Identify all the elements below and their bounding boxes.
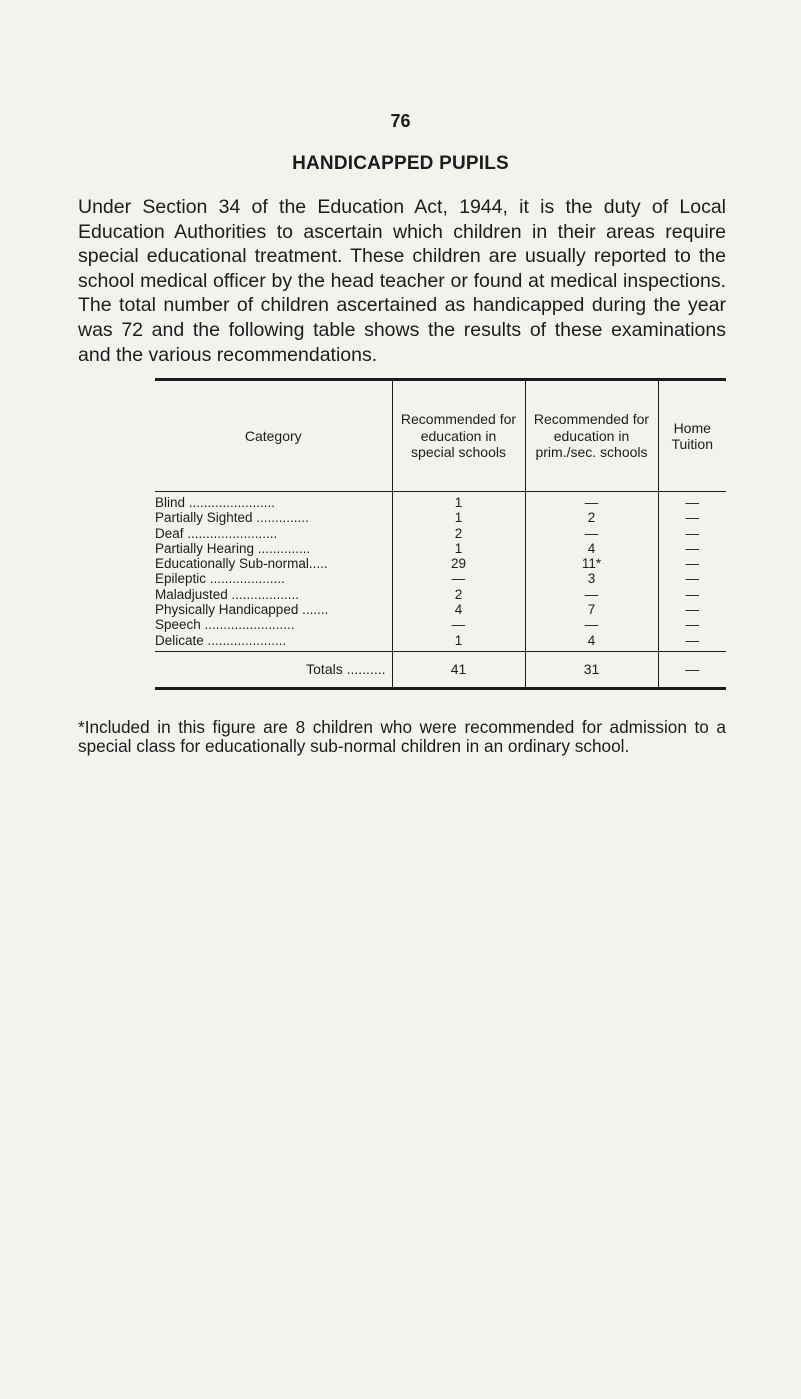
row-special: 4	[392, 602, 525, 617]
footnote: *Included in this figure are 8 children who were recommended for admission to a special class for educationally sub-normal children in an ordinary school.	[78, 717, 726, 757]
row-category: Epileptic ....................	[155, 571, 285, 587]
row-special: —	[392, 617, 525, 632]
row-category: Physically Handicapped .......	[155, 602, 329, 618]
totals-label: Totals ..........	[155, 651, 392, 688]
table-row	[155, 602, 726, 617]
header-home-tuition-text: Home Tuition	[671, 419, 713, 452]
row-prim: —	[525, 617, 658, 632]
row-home: —	[658, 571, 726, 586]
header-category: Category	[155, 380, 392, 492]
header-prim-sec-schools-text: Recommended for education in prim./sec. schools	[533, 411, 650, 461]
row-home: —	[658, 617, 726, 632]
totals-home: —	[658, 651, 726, 688]
totals-row	[155, 651, 726, 688]
header-prim-sec-schools	[525, 380, 658, 492]
header-special-schools	[392, 380, 525, 492]
row-prim: 11*	[525, 556, 658, 571]
table-row	[155, 526, 726, 541]
row-prim: —	[525, 587, 658, 602]
row-prim: —	[525, 526, 658, 541]
totals-prim: 31	[525, 651, 658, 688]
row-special: 2	[392, 526, 525, 541]
table-row	[155, 571, 726, 586]
row-category: Partially Sighted ..............	[155, 510, 309, 526]
row-prim: 3	[525, 571, 658, 586]
table-header-row	[155, 380, 726, 492]
row-special: —	[392, 571, 525, 586]
row-special: 1	[392, 492, 525, 511]
row-special: 29	[392, 556, 525, 571]
row-home: —	[658, 510, 726, 525]
page-number: 76	[390, 111, 411, 131]
table-row	[155, 587, 726, 602]
row-category: Blind .......................	[155, 495, 276, 510]
row-category: Deaf ........................	[155, 525, 278, 541]
page-title: HANDICAPPED PUPILS	[292, 153, 509, 174]
row-prim: 7	[525, 602, 658, 617]
table-row	[155, 556, 726, 571]
table-row	[155, 541, 726, 556]
table-row	[155, 617, 726, 632]
row-prim: —	[525, 492, 658, 511]
intro-paragraph: Under Section 34 of the Education Act, 1944, it is the duty of Local Education Authorities to ascertain which children in their areas require special educational treatment. These children are usually reported to the school medical officer by the head teacher or found at medical inspections. The total number of children ascertained as handicapped during the year was 72 and the following table shows the results of these examinations and the various recommendations.	[78, 196, 726, 366]
row-home: —	[658, 492, 726, 511]
row-prim: 2	[525, 510, 658, 525]
row-special: 2	[392, 587, 525, 602]
row-home: —	[658, 556, 726, 571]
row-category: Partially Hearing ..............	[155, 540, 311, 556]
row-category: Maladjusted ..................	[155, 586, 300, 602]
row-category: Delicate .....................	[155, 632, 287, 648]
header-special-schools-text: Recommended for education in special schools	[400, 411, 517, 461]
table-body	[155, 492, 726, 652]
row-prim: 4	[525, 633, 658, 652]
row-home: —	[658, 526, 726, 541]
table-row	[155, 492, 726, 511]
row-prim: 4	[525, 541, 658, 556]
row-category: Educationally Sub-normal.....	[155, 556, 328, 572]
header-home-tuition	[658, 380, 726, 492]
table-row	[155, 633, 726, 652]
handicapped-pupils-table	[155, 378, 726, 690]
row-category: Speech ........................	[155, 617, 295, 633]
row-home: —	[658, 633, 726, 652]
row-home: —	[658, 587, 726, 602]
row-special: 1	[392, 541, 525, 556]
table-row	[155, 510, 726, 525]
totals-special: 41	[392, 651, 525, 688]
row-special: 1	[392, 633, 525, 652]
row-special: 1	[392, 510, 525, 525]
row-home: —	[658, 541, 726, 556]
row-home: —	[658, 602, 726, 617]
